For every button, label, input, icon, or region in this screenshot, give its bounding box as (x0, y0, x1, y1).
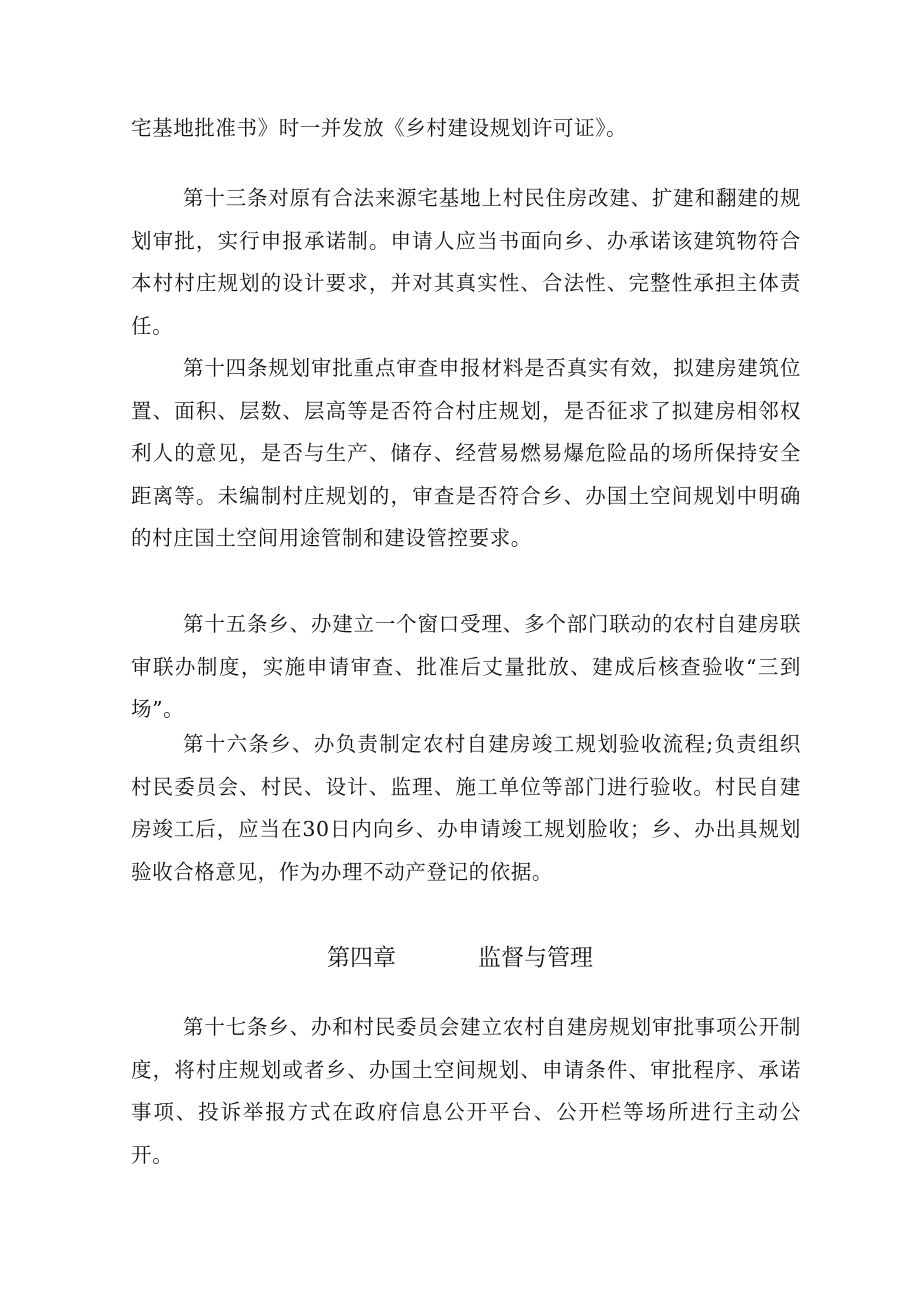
chapter-number: 第四章 (327, 945, 396, 971)
article-15: 第十五条乡、办建立一个窗口受理、多个部门联动的农村自建房联审联办制度，实施申请审查、批准后丈量批放、建成后核查验收“三到场”。 (131, 612, 801, 721)
article-14: 第十四条规划审批重点审查申报材料是否真实有效，拟建房建筑位置、面积、层数、层高等是否符合村庄规划，是否征求了拟建房相邻权利人的意见，是否与生产、储存、经营易燃易爆危险品的场所保持安全距离等。未编制村庄规划的，审查是否符合乡、办国土空间规划中明确的村庄国土空间用途管制和建设管控要求。 (131, 356, 801, 550)
article-16: 第十六条乡、办负责制定农村自建房竣工规划验收流程;负责组织村民委员会、村民、设计、监理、施工单位等部门进行验收。村民自建房竣工后，应当在30日内向乡、办申请竣工规划脸收；乡、办出具规划验收合格意见，作为办理不动产登记的依据。 (131, 732, 801, 884)
article-17: 第十七条乡、办和村民委员会建立农村自建房规划审批事项公开制度，将村庄规划或者乡、办国土空间规划、申请条件、审批程序、承诺事项、投诉举报方式在政府信息公开平台、公开栏等场所进行主动公开。 (131, 1015, 801, 1167)
chapter-heading (0, 938, 920, 978)
article-13: 第十三条对原有合法来源宅基地上村民住房改建、扩建和翻建的规划审批，实行申报承诺制。申请人应当书面向乡、办承诺该建筑物符合本村村庄规划的设计要求，并对其真实性、合法性、完整性承担主体责任。 (131, 186, 801, 338)
paragraph-continuation: 宅基地批准书》时一并发放《乡村建设规划许可证》。 (131, 116, 628, 140)
chapter-title: 监督与管理 (478, 945, 593, 971)
